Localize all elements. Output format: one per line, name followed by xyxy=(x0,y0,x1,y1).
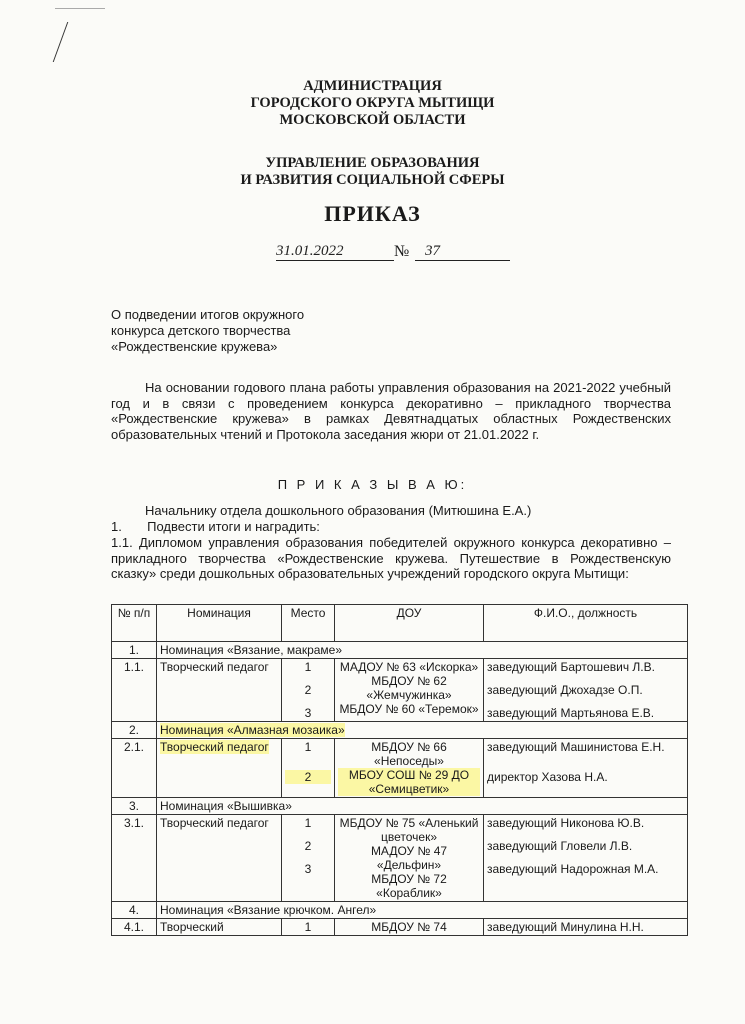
person-cell xyxy=(484,659,688,722)
person: заведующий Мартьянова Е.В. xyxy=(487,706,655,720)
document-title: ПРИКАЗ xyxy=(324,201,421,226)
dou: МБДОУ № 74 xyxy=(335,919,484,936)
section-title-cell xyxy=(157,722,688,739)
dou: МБДОУ № 66 «Непоседы» xyxy=(371,740,447,768)
instruction-paragraph: Начальнику отдела дошкольного образования (Митюшина Е.А.) xyxy=(145,503,532,518)
table-row xyxy=(112,919,688,936)
header-line: И РАЗВИТИЯ СОЦИАЛЬНОЙ СФЕРЫ xyxy=(240,172,505,188)
nomination: Творческий педагог xyxy=(157,815,282,902)
order-date-number xyxy=(270,241,510,265)
person-cell xyxy=(484,815,688,902)
header-line: УПРАВЛЕНИЕ ОБРАЗОВАНИЯ xyxy=(265,155,480,171)
order-number: 37 xyxy=(415,243,510,261)
header-line: МОСКОВСКОЙ ОБЛАСТИ xyxy=(279,112,466,128)
scan-mark xyxy=(55,8,105,9)
section-number: 2. xyxy=(112,722,157,739)
table-row xyxy=(112,739,688,798)
subject-line: О подведении итогов окружного xyxy=(111,307,305,322)
section-number: 4. xyxy=(112,902,157,919)
sub-number: 3.1. xyxy=(112,815,157,902)
column-header: ДОУ xyxy=(335,605,484,642)
person-cell xyxy=(484,739,688,798)
order-date: 31.01.2022 xyxy=(276,243,394,261)
place: 1 xyxy=(282,919,335,936)
person: заведующий Надорожная М.А. xyxy=(487,862,659,876)
nomination: Творческий xyxy=(157,919,282,936)
place: 2 xyxy=(285,770,331,784)
section-number: 3. xyxy=(112,798,157,815)
dou: МБДОУ № 75 «Аленький цветочек» xyxy=(339,816,479,844)
table-row xyxy=(112,815,688,902)
place: 2 xyxy=(304,683,312,697)
dou: МБДОУ № 60 «Теремок» xyxy=(339,702,479,716)
dou-cell xyxy=(335,659,484,722)
number-sign: № xyxy=(394,243,410,260)
administration-header xyxy=(0,78,745,129)
place-cell xyxy=(282,659,335,722)
sub-number: 4.1. xyxy=(112,919,157,936)
pen-stroke xyxy=(53,22,85,62)
table-header-row xyxy=(112,605,688,642)
point-1: 1. Подвести итоги и наградить: xyxy=(111,519,320,534)
section-row xyxy=(112,642,688,659)
column-header: Место xyxy=(282,605,335,642)
section-title: Номинация «Алмазная мозаика» xyxy=(160,723,345,737)
place: 1 xyxy=(304,740,312,754)
header-line: ГОРОДСКОГО ОКРУГА МЫТИЩИ xyxy=(250,95,495,111)
sub-number: 2.1. xyxy=(112,739,157,798)
place: 2 xyxy=(304,839,312,853)
section-title: Номинация «Вязание крючком. Ангел» xyxy=(157,902,688,919)
dou: МБДОУ № 62 «Жемчужинка» xyxy=(366,674,452,702)
order-subject xyxy=(111,307,304,355)
place: 1 xyxy=(304,816,312,830)
decree-heading: П Р И К А З Ы В А Ю: xyxy=(277,477,468,492)
preamble-paragraph: На основании годового плана работы управления образования на 2021-2022 учебный год и в связи с проведением конкурса декоративно – прикладного творчества «Рождественские кружева» в рамках Девятнадцатых областных Рождественских образовательных чтений и Протокола заседания жюри от 21.01.2022 г. xyxy=(111,380,671,442)
person: заведующий Машинистова Е.Н. xyxy=(487,740,665,754)
section-title: Номинация «Вязание, макраме» xyxy=(157,642,688,659)
person: заведующий Никонова Ю.В. xyxy=(487,816,645,830)
point-1-1: 1.1. Дипломом управления образования победителей окружного конкурса декоративно – прикладного творчества «Рождественские кружева. Путешествие в Рождественскую сказку» среди дошкольных образовательных учреждений городского округа Мытищи: xyxy=(111,535,671,581)
person: заведующий Минулина Н.Н. xyxy=(484,919,688,936)
section-row xyxy=(112,722,688,739)
person: заведующий Гловели Л.В. xyxy=(487,839,633,853)
section-row xyxy=(112,798,688,815)
place: 3 xyxy=(304,706,312,720)
dou: МБОУ СОШ № 29 ДО «Семицветик» xyxy=(338,768,480,796)
awards-table xyxy=(111,604,688,936)
dou: МАДОУ № 63 «Искорка» xyxy=(339,660,479,674)
column-header: № п/п xyxy=(112,605,157,642)
person: директор Хазова Н.А. xyxy=(487,770,608,784)
subject-line: «Рождественские кружева» xyxy=(111,339,278,354)
place-cell xyxy=(282,739,335,798)
sub-number: 1.1. xyxy=(112,659,157,722)
column-header: Ф.И.О., должность xyxy=(484,605,688,642)
person: заведующий Джохадзе О.П. xyxy=(487,683,643,697)
header-line: АДМИНИСТРАЦИЯ xyxy=(303,78,442,94)
nomination: Творческий педагог xyxy=(157,659,282,722)
section-title: Номинация «Вышивка» xyxy=(157,798,688,815)
place: 3 xyxy=(304,862,312,876)
dou-cell xyxy=(335,739,484,798)
department-header xyxy=(0,155,745,189)
dou: МБДОУ № 72 «Кораблик» xyxy=(371,872,447,900)
column-header: Номинация xyxy=(157,605,282,642)
place-cell xyxy=(282,815,335,902)
section-number: 1. xyxy=(112,642,157,659)
table-row xyxy=(112,659,688,722)
place: 1 xyxy=(304,660,312,674)
nomination: Творческий педагог xyxy=(160,740,269,754)
dou: МАДОУ № 47 «Дельфин» xyxy=(370,844,448,872)
subject-line: конкурса детского творчества xyxy=(111,323,291,338)
person: заведующий Бартошевич Л.В. xyxy=(487,660,655,674)
nomination-cell xyxy=(157,739,282,798)
dou-cell xyxy=(335,815,484,902)
section-row xyxy=(112,902,688,919)
